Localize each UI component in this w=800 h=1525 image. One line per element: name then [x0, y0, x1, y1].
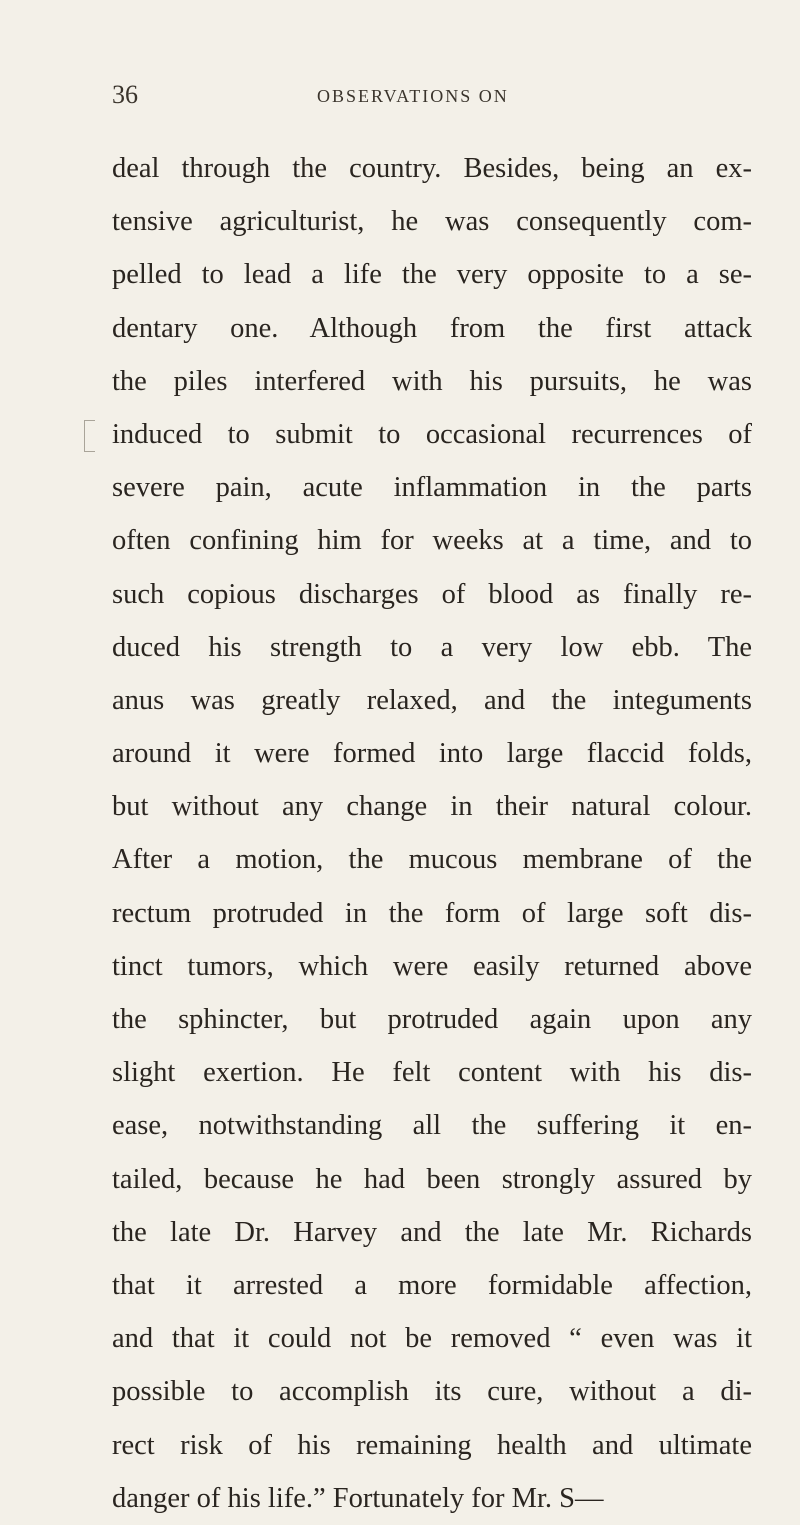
text-line: rectum protruded in the form of large soft dis-	[112, 897, 752, 929]
margin-bracket-mark	[84, 420, 95, 452]
text-line: that it arrested a more formidable affection,	[112, 1269, 752, 1301]
text-line: the late Dr. Harvey and the late Mr. Richards	[112, 1216, 752, 1248]
text-line: danger of his life.” Fortunately for Mr. S—	[112, 1482, 604, 1514]
text-line: around it were formed into large flaccid folds,	[112, 738, 752, 770]
text-line: pelled to lead a life the very opposite to a se-	[112, 259, 752, 291]
page-number: 36	[112, 80, 138, 109]
text-line: possible to accomplish its cure, without a di-	[112, 1376, 752, 1408]
text-line: duced his strength to a very low ebb. The	[112, 631, 752, 663]
text-line: induced to submit to occasional recurrences of	[112, 418, 752, 450]
text-line: slight exertion. He felt content with his dis-	[112, 1057, 752, 1089]
text-line: often confining him for weeks at a time, and to	[112, 525, 752, 557]
text-line: After a motion, the mucous membrane of the	[112, 844, 752, 876]
text-line: severe pain, acute inflammation in the parts	[112, 472, 752, 504]
text-line: deal through the country. Besides, being an ex-	[112, 153, 752, 184]
text-line: and that it could not be removed “ even was it	[112, 1323, 752, 1355]
text-line: but without any change in their natural colour.	[112, 791, 752, 823]
body-text	[112, 142, 752, 1525]
text-line: tinct tumors, which were easily returned above	[112, 950, 752, 982]
running-head: OBSERVATIONS ON	[317, 86, 509, 106]
text-line: dentary one. Although from the first attack	[112, 312, 752, 344]
text-line: anus was greatly relaxed, and the integuments	[112, 684, 752, 716]
text-line: rect risk of his remaining health and ultimate	[112, 1429, 752, 1461]
text-line: such copious discharges of blood as finally re-	[112, 578, 752, 610]
text-line: tensive agriculturist, he was consequently com-	[112, 206, 752, 238]
text-line: the sphincter, but protruded again upon any	[112, 1004, 752, 1035]
page-header	[112, 80, 752, 120]
text-line: the piles interfered with his pursuits, he was	[112, 365, 752, 397]
text-line: tailed, because he had been strongly assured by	[112, 1163, 752, 1195]
text-line: ease, notwithstanding all the suffering it en-	[112, 1110, 752, 1142]
